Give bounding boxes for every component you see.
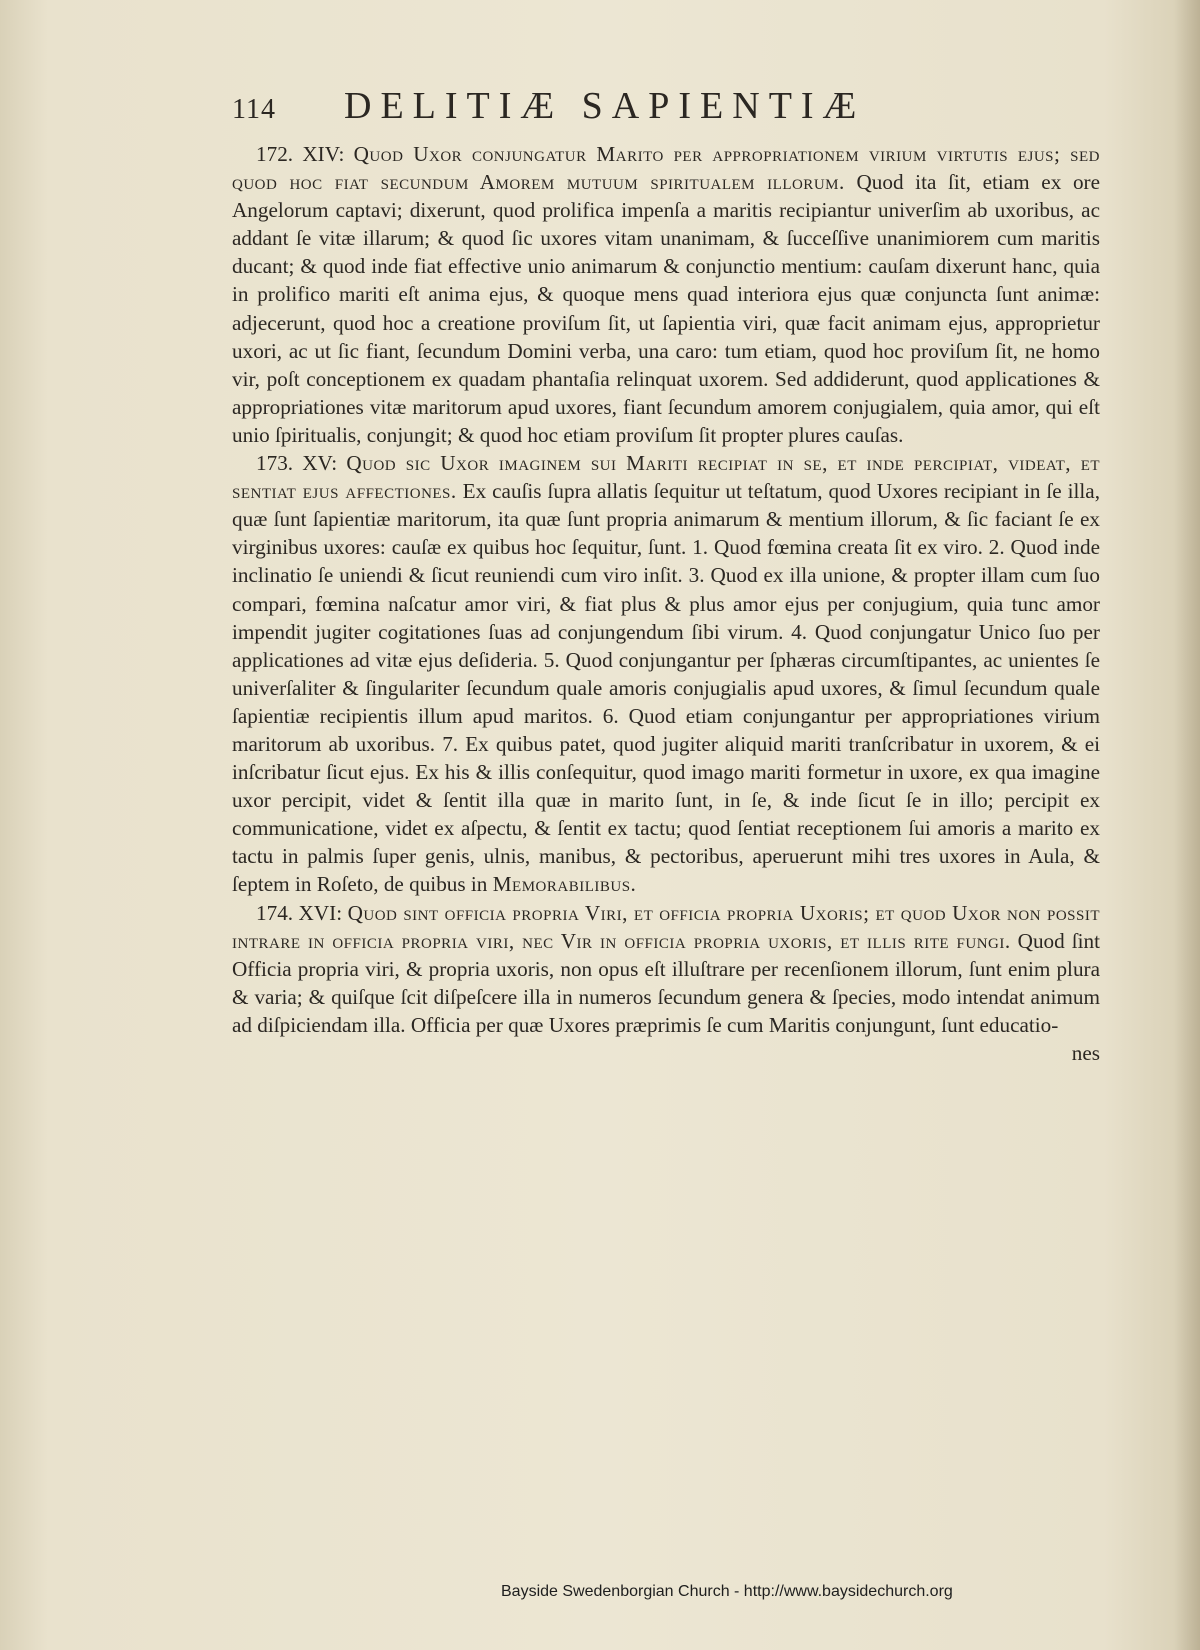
- paragraph-174: [232, 899, 1100, 1039]
- page-gutter-shadow: [1174, 0, 1200, 1650]
- running-title: DELITIÆ SAPIENTIÆ: [344, 85, 866, 127]
- paragraph-heading: Quod sint officia propria Viri, et officia propria Uxoris; et quod Uxor non possit intrare in officia propria viri, nec Vir in officia propria uxoris, et illis rite fungi.: [232, 900, 1101, 953]
- paragraph-roman-numeral: XIV:: [302, 142, 345, 166]
- page-number: 114: [232, 94, 276, 125]
- paragraph-tail-smallcaps: Memorabilibus.: [492, 872, 637, 897]
- paragraph-body: Quod ita ſit, etiam ex ore Angelorum captavi; dixerunt, quod prolifica impenſa a maritis recipiantur univerſim ab uxoribus, ac addant ſe vitæ illarum; & quod ſic uxores vitam unanimam, & ſucceſſive unanimiorem cum maritis ducant; & quod inde fiat effective unio animarum & conjunctio mentium: cauſam dixerunt hanc, quia in prolifico mariti eſt anima ejus, & quoque mens quad interiora ejus quæ conjuncta ſunt animæ: adjecerunt, quod hoc a creatione proviſum ſit, ut ſapientia viri, quæ facit animam ejus, approprietur uxori, ac ut ſic fiant, ſecundum Domini verba, una caro: tum etiam, quod hoc proviſum ſit, ne homo vir, poſt conceptionem ex quadam phantaſia relinquat uxorem. Sed addiderunt, quod applicationes & appropriationes vitæ maritorum apud uxores, fiant ſecundum amorem conjugialem, quia amor, qui eſt unio ſpiritualis, conjungit; & quod hoc etiam proviſum ſit propter plures cauſas.: [232, 170, 1100, 447]
- paragraph-number: 174.: [256, 900, 294, 925]
- paragraph-roman-numeral: XVI:: [298, 900, 343, 925]
- catchword: nes: [1071, 1041, 1100, 1065]
- paragraph-173: [232, 449, 1100, 899]
- body-text: [232, 140, 1100, 1067]
- paragraph-number: 172.: [256, 142, 294, 166]
- paragraph-roman-numeral: XV:: [302, 451, 338, 476]
- paragraph-number: 173.: [256, 451, 294, 476]
- paragraph-heading: Quod sic Uxor imaginem sui Mariti recipiat in se, et inde percipiat, videat, et sentiat ejus affectiones.: [232, 451, 1101, 504]
- paragraph-body: Ex cauſis ſupra allatis ſequitur ut teſtatum, quod Uxores recipiant in ſe illa, quæ ſunt ſapientiæ maritorum, ita quæ ſunt propria animarum & mentium illorum, & ſic faciant ſe ex virginibus uxores: cauſæ ex quibus hoc ſequitur, ſunt. 1. Quod fœmina creata ſit ex viro. 2. Quod inde inclinatio ſe uniendi & ſicut reuniendi cum viro inſit. 3. Quod ex illa unione, & propter illam cum ſuo compari, fœmina naſcatur amor viri, & fiat plus & plus amor ejus per conjugium, quia tunc amor impendit jugiter cogitationes ſuas ad conjungendum ſibi virum. 4. Quod conjungatur Unico ſuo per applicationes ad vitæ ejus deſideria. 5. Quod conjungantur per ſphæras circumſtipantes, ac unientes ſe univerſaliter & ſingulariter ſecundum quale amoris conjugialis apud uxores, & ſimul ſecundum quale ſapientiæ recipientis illum apud maritos. 6. Quod etiam conjungantur per appropriationes virium maritorum ab uxoribus. 7. Ex quibus patet, quod jugiter aliquid mariti tranſcribatur in uxorem, & ei inſcribatur ſicut ejus. Ex his & illis conſequitur, quod imago mariti formetur in uxore, ex qua imagine uxor percipit, videt & ſentit illa quæ in marito ſunt, in ſe, & inde ſicut ſe in illo; percipit ex communicatione, videt ex aſpectu, & ſentit ex tactu; quod ſentiat receptionem ſui amoris a marito ex tactu in palmis ſuper genis, ulnis, manibus, & pectoribus, aperuerunt mihi tres uxores in Aula, & ſeptem in Roſeto, de quibus in: [232, 479, 1101, 897]
- paragraph-body: Quod ſint Officia propria viri, & propria uxoris, non opus eſt illuſtrare per recenſionem illorum, ſunt enim plura & varia; & quiſque ſcit diſpeſcere illa in numeros ſecundum genera & ſpecies, modo intendat animum ad diſpiciendam illa. Officia per quæ Uxores præprimis ſe cum Maritis conjungunt, ſunt educatio-: [232, 928, 1100, 1037]
- paragraph-172: [232, 140, 1100, 449]
- paragraph-heading: Quod Uxor conjungatur Marito per appropriationem virium virtutis ejus; sed quod hoc fiat secundum Amorem mutuum spiritualem illorum.: [232, 142, 1100, 195]
- watermark-credit: Bayside Swedenborgian Church - http://www.baysidechurch.org: [501, 1583, 953, 1600]
- page-header: [232, 82, 1012, 132]
